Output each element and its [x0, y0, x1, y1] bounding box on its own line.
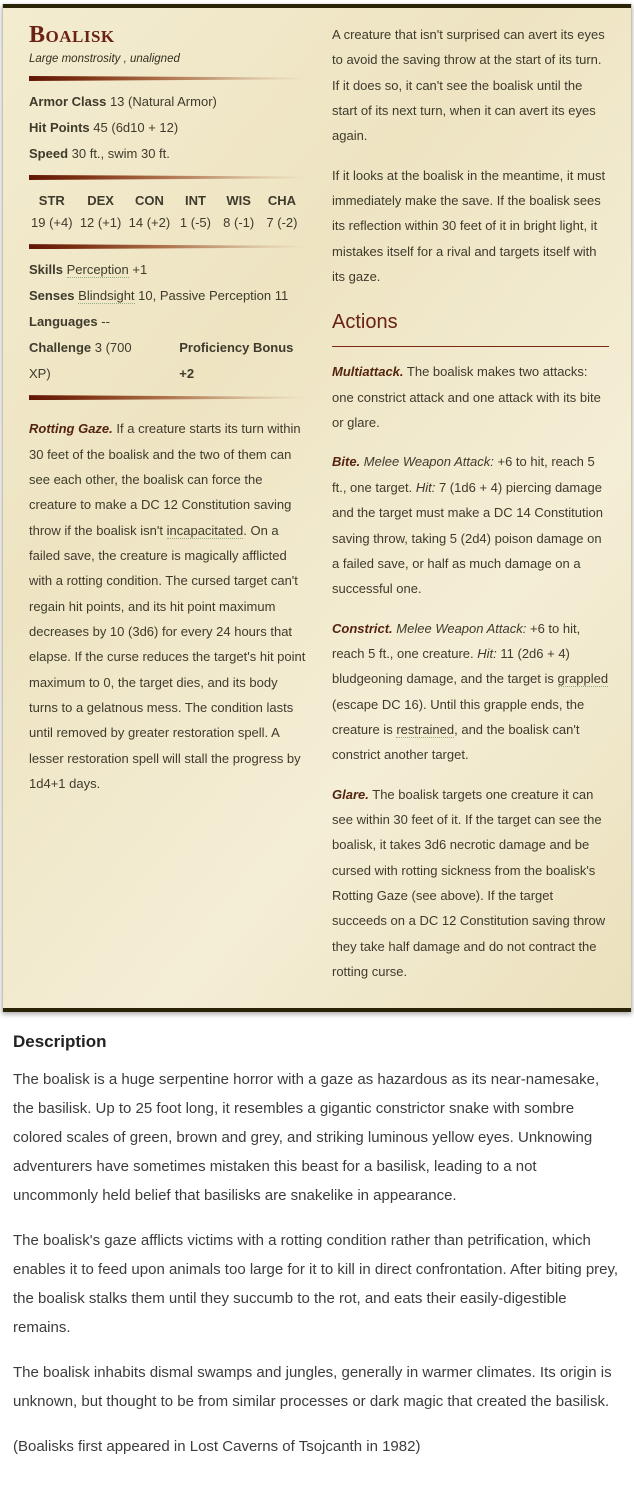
- skills-label: Skills: [29, 262, 63, 278]
- incapacitated-condition-link[interactable]: incapacitated: [166, 522, 244, 538]
- ability-dex: [80, 190, 122, 234]
- action-name: Multiattack.: [332, 364, 404, 380]
- monster-size-type-alignment: Large monstrosity , unaligned: [29, 52, 180, 65]
- statblock-body: [3, 8, 631, 1008]
- ability-wis-label: WIS: [226, 192, 251, 208]
- trait-name: Rotting Gaze.: [29, 421, 113, 437]
- restrained-condition-link[interactable]: restrained: [396, 721, 455, 737]
- action-text: +6 to hit, reach 5 ft., one target.: [332, 454, 595, 495]
- gaze-rules-paragraph: If it looks at the boalisk in the meantime, it must immediately make the save. If the boalisk sees its reflection within 30 feet of it in bright light, it mistakes itself for a rival and targets itself with its gaze.: [332, 167, 606, 285]
- speed-value: 30 ft., swim 30 ft.: [71, 145, 170, 161]
- attack-type: Melee Weapon Attack:: [396, 620, 527, 636]
- ability-int-score: 1 (-5): [179, 215, 211, 231]
- trait-text: . On a failed save, the creature is magically afflicted with a rotting condition. The cursed target can't regain hit points, and its hit point maximum decreases by 10 (3d6) for every 24 hours that elapse. If the curse reduces the target's hit point maximum to 0, the target dies, and its body turns to a gelatnous mess. The condition lasts until removed by greater restoration spell. A lesser restoration spell will stall the progress by 1d4+1 days.: [29, 522, 306, 791]
- action-text: 7 (1d6 + 4) piercing damage and the target must make a DC 14 Constitution saving throw, taking 5 (2d4) poison damage on a failed save, or half as much damage on a successful one.: [332, 479, 603, 597]
- monster-name: Boalisk: [29, 22, 115, 48]
- ability-con-label: CON: [134, 192, 164, 208]
- speed-label: Speed: [29, 145, 69, 161]
- armor-class-value: 13 (Natural Armor): [109, 93, 217, 109]
- hit-points-label: Hit Points: [29, 119, 90, 135]
- proficiency-bonus: [179, 335, 306, 387]
- monster-statblock: [2, 4, 632, 1012]
- ability-con-score: 14 (+2): [128, 215, 171, 231]
- bite-action: [332, 449, 609, 601]
- action-text: The boalisk makes two attacks: one constrict attack and one attack with its bite or glare.: [332, 364, 601, 431]
- grappled-condition-link[interactable]: grappled: [557, 671, 609, 687]
- multiattack-action: [332, 359, 609, 435]
- glare-action: [332, 782, 609, 985]
- challenge-line: [29, 335, 306, 387]
- hit-label: Hit:: [415, 479, 436, 495]
- proficiency-value: +2: [179, 366, 195, 382]
- action-text: The boalisk targets one creature it can see within 30 feet of it. If the target can see the boalisk, it takes 3d6 necrotic damage and be cursed with rotting sickness from the boalisk's Rotting Gaze (see above). If the target succeeds on a DC 12 Constitution saving throw they take half damage and do not contract the rotting curse.: [332, 786, 606, 979]
- hit-label: Hit:: [477, 645, 497, 661]
- description-section: [0, 1012, 634, 1485]
- gaze-rules-paragraph: A creature that isn't surprised can avert its eyes to avoid the saving throw at the start of its turn. If it does so, it can't see the boalisk until the start of its next turn, when it can avert its eyes again.: [332, 27, 605, 144]
- tapered-rule: [29, 395, 306, 400]
- actions-heading: Actions: [332, 303, 609, 347]
- speed-line: [29, 141, 306, 167]
- page: [0, 4, 634, 1486]
- rotting-gaze-trait: [29, 416, 306, 796]
- description-heading: Description: [13, 1032, 107, 1052]
- action-text: (escape DC 16). Until this grapple ends, the creature is: [332, 696, 585, 737]
- ability-dex-score: 12 (+1): [79, 215, 122, 231]
- ability-int: [177, 190, 213, 234]
- ability-cha: [264, 190, 300, 234]
- attack-type: Melee Weapon Attack:: [363, 454, 494, 470]
- blindsight-sense-link[interactable]: Blindsight: [78, 288, 135, 304]
- action-text: +6 to hit, reach 5 ft., one creature.: [332, 620, 581, 661]
- challenge-rating: [29, 335, 151, 387]
- tapered-rule: [29, 175, 306, 180]
- skills-line: [29, 257, 306, 283]
- action-name: Bite.: [332, 454, 361, 470]
- senses-value: 10, Passive Perception 11: [138, 288, 289, 304]
- ability-cha-label: CHA: [267, 192, 297, 208]
- action-text: 11 (2d6 + 4) bludgeoning damage, and the target is: [332, 645, 570, 687]
- ability-cha-score: 7 (-2): [266, 215, 298, 231]
- armor-class-line: [29, 89, 306, 115]
- description-paragraph: The boalisk's gaze afflicts victims with a rotting condition rather than petrification, which enables it to feed upon animals too large for it to kill in direct confrontation. After biting prey, the boalisk stalks them until they succumb to the rot, and eats their easily-digestible remains.: [13, 1232, 619, 1336]
- hit-points-value: 45 (6d10 + 12): [93, 119, 179, 135]
- action-text: , and the boalisk can't constrict another target.: [332, 721, 580, 763]
- skills-value: +1: [132, 262, 148, 278]
- challenge-value: 3 (700 XP): [29, 340, 132, 382]
- perception-skill-link[interactable]: Perception: [66, 262, 129, 278]
- ability-str-score: 19 (+4): [31, 215, 73, 231]
- action-name: Constrict.: [332, 620, 393, 636]
- ability-str-label: STR: [38, 192, 65, 208]
- tapered-rule: [29, 244, 306, 249]
- ability-con: [129, 190, 171, 234]
- tapered-rule: [29, 76, 306, 81]
- hit-points-line: [29, 115, 306, 141]
- armor-class-label: Armor Class: [29, 93, 107, 109]
- statblock-left-column: [29, 18, 306, 998]
- languages-label: Languages: [29, 314, 98, 330]
- action-name: Glare.: [332, 786, 369, 802]
- ability-wis-score: 8 (-1): [223, 215, 255, 231]
- description-paragraph: (Boalisks first appeared in Lost Caverns of Tsojcanth in 1982): [13, 1437, 421, 1455]
- ability-dex-label: DEX: [87, 192, 114, 208]
- senses-line: [29, 283, 306, 309]
- description-paragraph: The boalisk is a huge serpentine horror with a gaze as hazardous as its near-namesake, the basilisk. Up to 25 foot long, it resembles a gigantic constrictor snake with sombre colored scales of green, brown and grey, and striking luminous yellow eyes. Unknowing adventurers have sometimes mistaken this beast for a basilisk, leading to a not uncommonly held belief that basilisks are snakelike in appearance.: [13, 1071, 600, 1205]
- languages-line: [29, 309, 306, 335]
- ability-int-label: INT: [184, 192, 206, 208]
- description-paragraph: The boalisk inhabits dismal swamps and jungles, generally in warmer climates. Its origin is unknown, but thought to be from similar processes or dark magic that created the basilisk.: [13, 1363, 612, 1410]
- languages-value: --: [101, 314, 110, 330]
- ability-wis: [221, 190, 257, 234]
- trait-text: If a creature starts its turn within 30 feet of the boalisk and the two of them can see each other, the boalisk can force the creature to make a DC 12 Constitution saving throw if the boalisk isn't: [29, 421, 301, 538]
- challenge-label: Challenge: [29, 340, 92, 356]
- ability-scores-table: [29, 188, 306, 236]
- proficiency-label: Proficiency Bonus: [179, 340, 294, 356]
- statblock-right-column: [332, 18, 609, 998]
- constrict-action: [332, 616, 609, 768]
- senses-label: Senses: [29, 288, 75, 304]
- ability-str: [31, 190, 73, 234]
